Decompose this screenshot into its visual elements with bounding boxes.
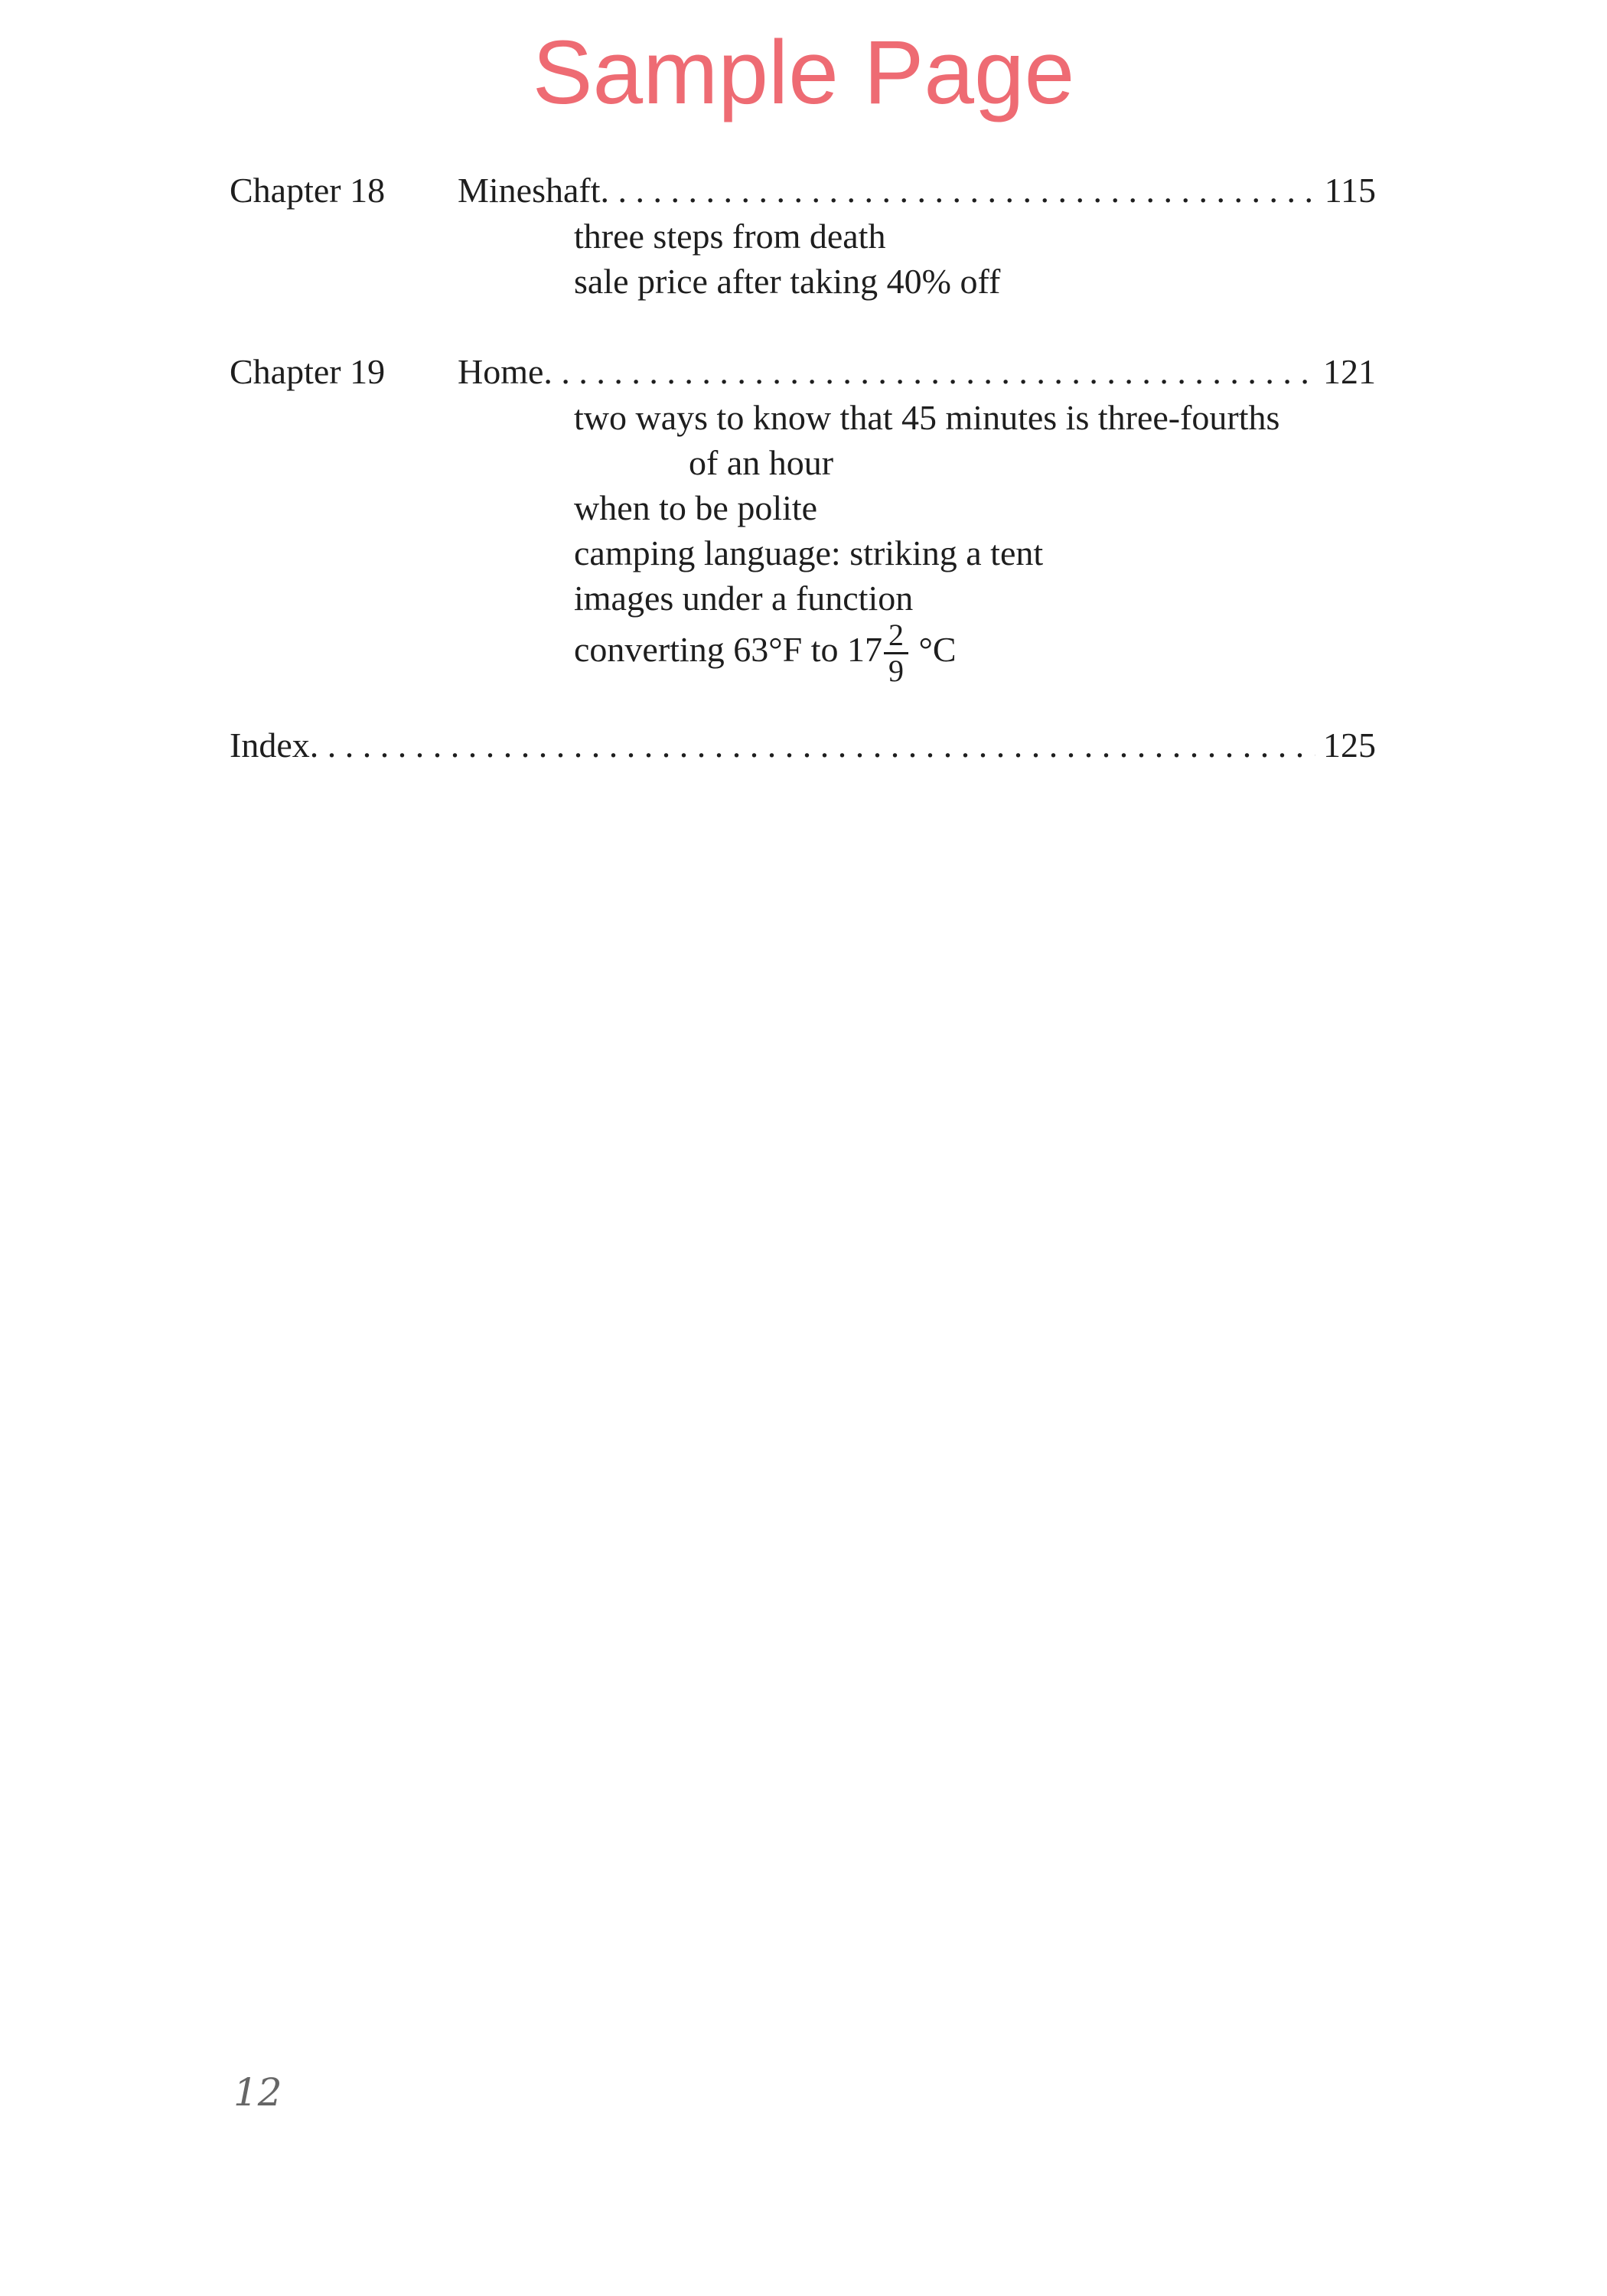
toc-topic: camping language: striking a tent — [574, 533, 1044, 572]
toc-topic-continuation: of an hour — [689, 443, 834, 482]
dot-leader — [601, 170, 1317, 210]
conversion-suffix: °C — [918, 630, 957, 670]
toc-page-number: 125 — [1323, 726, 1376, 765]
toc-entry-mineshaft[interactable] — [458, 170, 1376, 210]
toc-page-number: 121 — [1323, 352, 1376, 391]
toc-page-number: 115 — [1324, 171, 1376, 210]
toc-topic: two ways to know that 45 minutes is three-fourths — [574, 398, 1280, 437]
chapter-18-label: Chapter 18 — [230, 171, 386, 210]
toc-entry-index[interactable] — [230, 725, 1376, 765]
dot-leader — [543, 351, 1315, 392]
sample-page-watermark: Sample Page — [532, 22, 1075, 123]
chapter-19-label: Chapter 19 — [230, 352, 386, 391]
toc-entry-title: Index — [230, 726, 310, 765]
toc-topic: images under a function — [574, 579, 914, 618]
dot-leader — [310, 725, 1315, 765]
toc-entry-title: Mineshaft — [458, 171, 601, 210]
toc-entry-title: Home — [458, 352, 544, 391]
toc-topic: sale price after taking 40% off — [574, 262, 1001, 301]
toc-topic-conversion — [574, 618, 957, 688]
conversion-prefix: converting 63°F to 17 — [574, 630, 882, 670]
toc-topic: when to be polite — [574, 488, 818, 527]
fraction-numerator: 2 — [884, 618, 908, 654]
toc-entry-home[interactable] — [458, 351, 1376, 392]
fraction-denominator: 9 — [888, 654, 904, 688]
page-number-folio: 12 — [233, 2070, 282, 2115]
toc-topic: three steps from death — [574, 217, 886, 256]
fraction — [884, 618, 908, 688]
